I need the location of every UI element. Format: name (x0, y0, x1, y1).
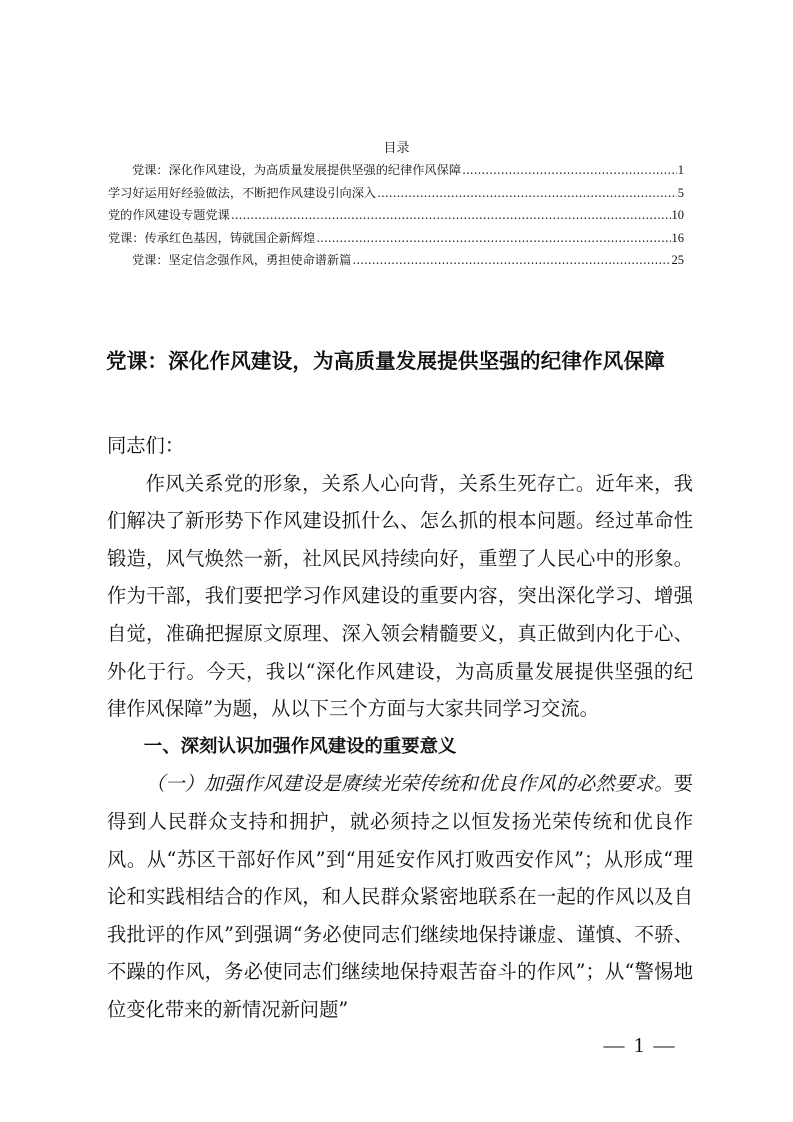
toc-entry-title: 党的作风建设专题党课 (108, 208, 230, 222)
toc-entry[interactable] (108, 161, 684, 184)
page-number: — 1 — (603, 1033, 677, 1057)
salutation: 同志们： (107, 434, 185, 457)
toc-entry-title: 党课：深化作风建设，为高质量发展提供坚强的纪律作风保障 (132, 163, 462, 177)
document-heading: 党课：深化作风建设，为高质量发展提供坚强的纪律作风保障 (106, 348, 665, 373)
toc-entry[interactable] (108, 184, 684, 207)
toc-entry-title: 党课：传承红色基因，铸就国企新辉煌 (108, 230, 316, 245)
toc-title: 目录 (383, 141, 410, 156)
toc-dot-leader (316, 231, 670, 245)
toc-entry-page: 1 (677, 163, 684, 177)
subsection-text: 要得到人民群众支持和拥护，就必须持之以恒发扬光荣传统和优良作风。从“苏区干部好作风”到“用延安作风打败西安作风”；从形成“理论和实践相结合的作风，和人民群众紧密地联系在一起的作风以及自我批评的作风”到强调“务必使同志们继续地保持谦虚、谨慎、不骄、不躁的作风，务必使同志们继续地保持艰苦奋斗的作风”；从“警惕地位变化带来的新情况新问题” (107, 772, 693, 1021)
toc-entry[interactable] (108, 251, 684, 274)
document-body (107, 427, 693, 1029)
subsection-label: （一）加强作风建设是赓续光荣传统和优良作风的必然要求。 (145, 772, 674, 796)
toc-dot-leader (377, 186, 677, 200)
subsection-paragraph (107, 765, 693, 1028)
toc-entry-page: 25 (671, 253, 684, 267)
toc-entry[interactable] (108, 229, 684, 252)
intro-paragraph: 作风关系党的形象，关系人心向背，关系生死存亡。近年来，我们解决了新形势下作风建设抓什么、怎么抓的根本问题。经过革命性锻造，风气焕然一新，社风民风持续向好，重塑了人民心中的形象。作为干部，我们要把学习作风建设的重要内容，突出深化学习、增强自觉，准确把握原文原理、深入领会精髓要义，真正做到内化于心、外化于行。今天，我以“深化作风建设，为高质量发展提供坚强的纪律作风保障”为题，从以下三个方面与大家共同学习交流。 (107, 471, 693, 721)
toc-dot-leader (352, 253, 670, 267)
toc-entry-title: 党课：坚定信念强作风，勇担使命谱新篇 (132, 253, 352, 267)
toc-entry[interactable] (108, 206, 684, 229)
table-of-contents (108, 161, 684, 274)
section-heading: 一、深刻认识加强作风建设的重要意义 (143, 735, 457, 757)
toc-entry-page: 16 (671, 230, 684, 245)
toc-entry-page: 10 (671, 208, 684, 222)
toc-dot-leader (231, 208, 671, 222)
toc-dot-leader (462, 163, 677, 177)
toc-entry-title: 学习好运用好经验做法，不断把作风建设引向深入 (108, 185, 377, 200)
toc-entry-page: 5 (677, 185, 684, 200)
